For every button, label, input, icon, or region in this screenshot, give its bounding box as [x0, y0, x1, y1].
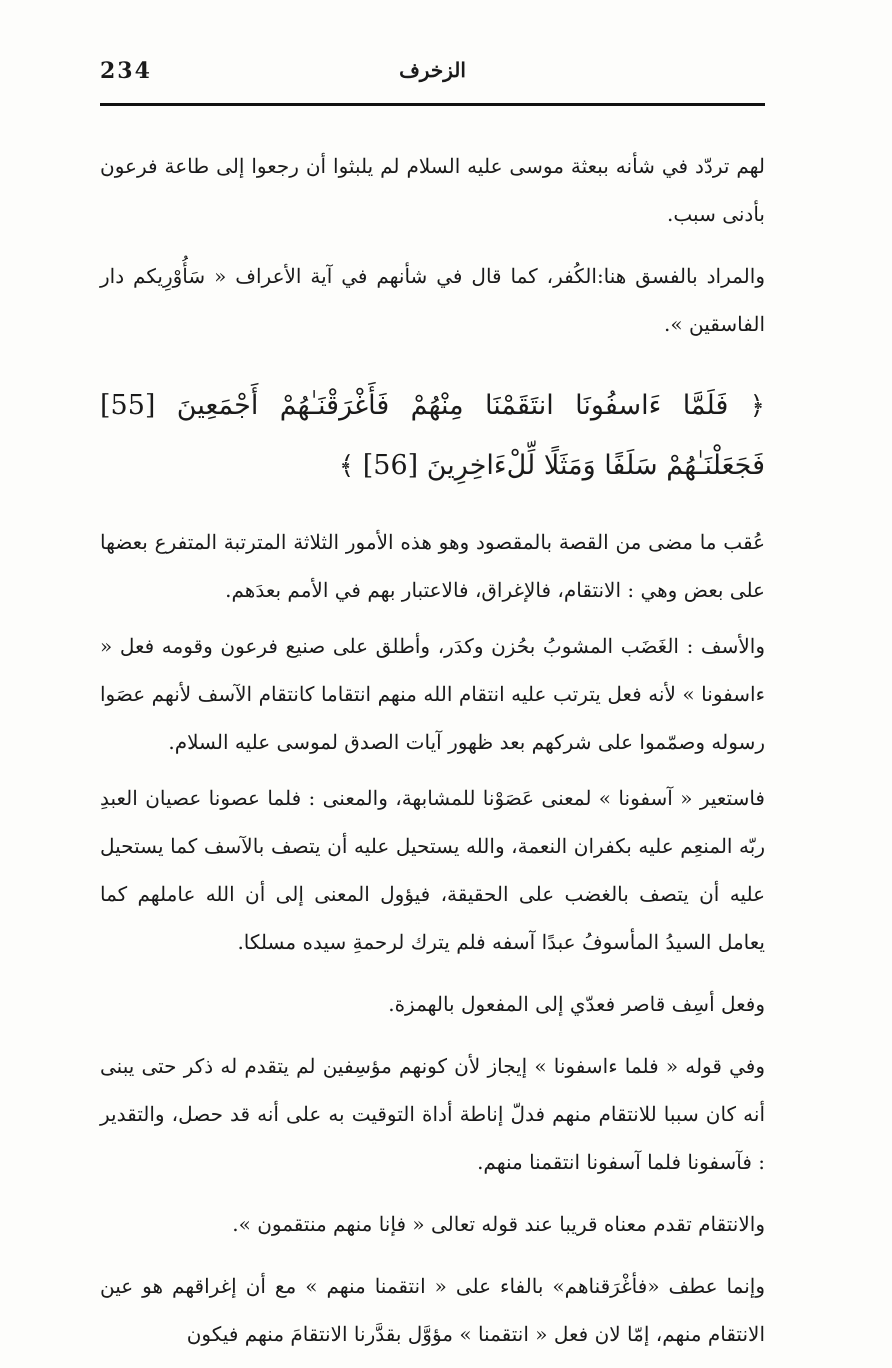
verse-close-bracket: ﴾ [338, 451, 355, 481]
page-number: 234 [100, 58, 152, 84]
paragraph: والانتقام تقدم معناه قريبا عند قوله تعالى « فإنا منهم منتقمون ». [232, 1212, 765, 1236]
verse-open-bracket: ﴿ [749, 391, 765, 421]
quran-verse [100, 370, 765, 496]
header-divider [100, 103, 765, 106]
paragraph: فاستعير « آسفونا » لمعنى عَصَوْنا للمشابهة، والمعنى : فلما عصونا عصيان العبدِ ربّه المنعِم عليه بكفران النعمة، والله يستحيل عليه أن يتصف بالآسف كما يستحيل عليه أن يتصف بالغضب على الحقيقة، فيؤول المعنى إلى أن الله عاملهم كما يعامل السيدُ المأسوفُ عبدًا آسفه فلم يترك لرحمةِ سيده مسلكا. [100, 786, 765, 954]
paragraph: عُقب ما مضى من القصة بالمقصود وهو هذه الأمور الثلاثة المترتبة المتفرع بعضها على بعض وهي : الانتقام، فالإغراق، فالاعتبار بهم في الأمم بعدَهم. [100, 530, 765, 602]
page-header [100, 52, 765, 102]
page-body [100, 142, 765, 1358]
paragraph: لهم تردّد في شأنه ببعثة موسى عليه السلام لم يلبثوا أن رجعوا إلى طاعة فرعون بأدنى سبب. [100, 154, 765, 226]
paragraph: والمراد بالفسق هنا:الكُفر، كما قال في شأنهم في آية الأعراف « سَأُوْرِيكم دار الفاسقين ». [100, 264, 765, 336]
paragraph: وإنما عطف «فأغْرَقناهم» بالفاء على « انتقمنا منهم » مع أن إغراقهم هو عين الانتقام منهم، إمّا لان فعل « انتقمنا » مؤوَّل بقدَّرنا الانتقامَ منهم فيكون [100, 1274, 765, 1346]
paragraph: والأسف : الغَضَب المشوبُ بحُزن وكدَر، وأطلق على صنيع فرعون وقومه فعل « ءاسفونا » لأنه فعل يترتب عليه انتقام الله منهم انتقاما كانتقام الآسف لأنهم عصَوا رسوله وصمّموا على شركهم بعد ظهور آيات الصدق لموسى عليه السلام. [100, 634, 765, 754]
running-title: الزخرف [399, 58, 466, 82]
paragraph: وفعل أسِف قاصر فعدّي إلى المفعول بالهمزة. [388, 992, 765, 1016]
verse-text: فَلَمَّا ءَاسفُونَا انتَقَمْنَا مِنْهُمْ فَأَغْرَقْنَـٰهُمْ أَجْمَعِينَ [55] فَجَعَلْنَـٰهُمْ سَلَفًا وَمَثَلًا لِّلْءَاخِرِينَ [56] [100, 390, 765, 481]
paragraph: وفي قوله « فلما ءاسفونا » إيجاز لأن كونهم مؤسِفين لم يتقدم له ذكر حتى يبنى أنه كان سببا للانتقام منهم فدلّ إناطة أداة التوقيت به على أنه قد حصل، والتقدير : فآسفونا فلما آسفونا انتقمنا منهم. [100, 1054, 765, 1174]
